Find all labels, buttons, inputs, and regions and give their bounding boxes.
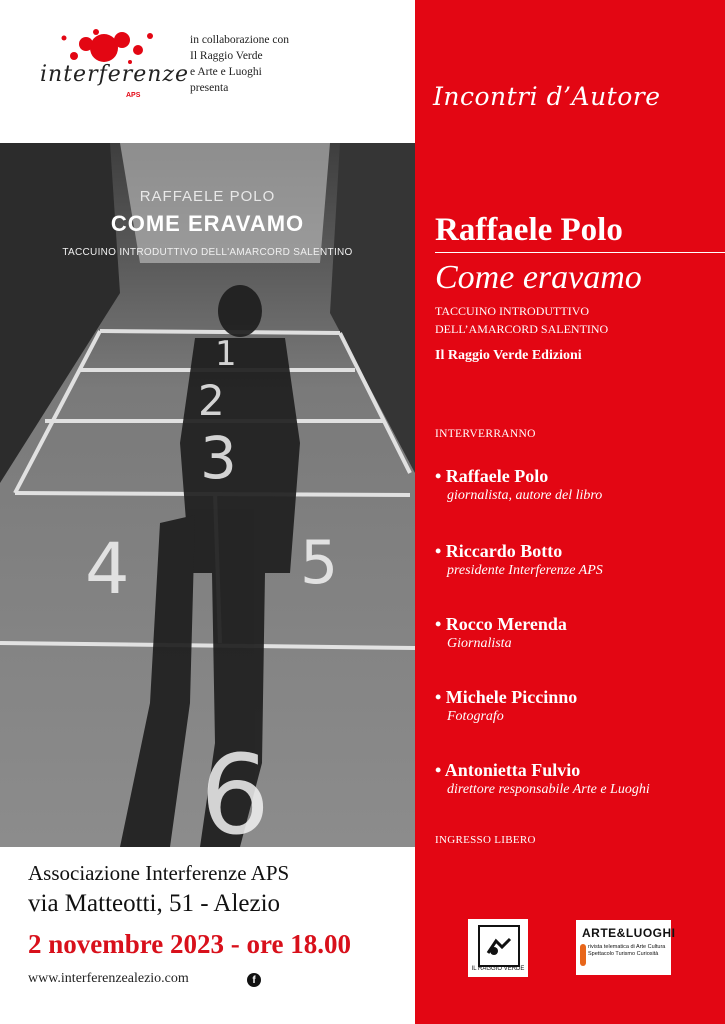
speaker-name: • Rocco Merenda xyxy=(435,614,567,634)
hopscotch-number-3: 3 xyxy=(200,424,237,492)
speaker-name: • Raffaele Polo xyxy=(435,466,549,486)
hopscotch-number-2: 2 xyxy=(198,376,225,425)
speaker-name: • Riccardo Botto xyxy=(435,541,563,561)
cover-title: COME ERAVAMO xyxy=(110,211,305,236)
speaker-item xyxy=(435,465,602,505)
subtitle-line: TACCUINO INTRODUTTIVO xyxy=(435,304,590,318)
arte-luoghi-wordmark: ARTE&LUOGHI xyxy=(582,926,676,940)
logo-aps: APS xyxy=(126,92,141,99)
arte-luoghi-logo xyxy=(576,920,676,975)
event-address: via Matteotti, 51 - Alezio xyxy=(28,890,281,917)
speaker-item xyxy=(435,759,650,799)
panel-author: Raffaele Polo xyxy=(435,212,623,248)
raggio-verde-logo xyxy=(468,919,528,977)
arte-luoghi-mark-icon xyxy=(580,944,586,966)
logo-wordmark: interferenze xyxy=(40,62,190,87)
speaker-role: giornalista, autore del libro xyxy=(447,488,603,503)
speaker-name: • Michele Piccinno xyxy=(435,687,578,707)
collab-line: presenta xyxy=(190,82,229,94)
divider xyxy=(435,252,725,253)
speaker-role: presidente Interferenze APS xyxy=(447,563,603,578)
hopscotch-number-6: 6 xyxy=(200,731,270,847)
collaboration-note xyxy=(190,32,289,96)
speaker-role: Fotografo xyxy=(447,709,504,724)
speakers-heading: INTERVERRANNO xyxy=(435,428,536,440)
event-datetime: 2 novembre 2023 - ore 18.00 xyxy=(28,929,351,959)
collab-line: e Arte e Luoghi xyxy=(190,66,262,78)
speaker-role: direttore responsabile Arte e Luoghi xyxy=(447,782,650,797)
cover-subtitle: TACCUINO INTRODUTTIVO DELL'AMARCORD SALENTINO xyxy=(62,247,353,258)
series-title: Incontri d’Autore xyxy=(433,82,661,111)
speaker-name: • Antonietta Fulvio xyxy=(435,760,581,780)
website-link[interactable]: www.interferenzealezio.com xyxy=(28,971,189,986)
association-name: Associazione Interferenze APS xyxy=(28,861,290,885)
collab-line: in collaborazione con xyxy=(190,34,289,46)
speaker-role: Giornalista xyxy=(447,636,512,651)
publisher: Il Raggio Verde Edizioni xyxy=(435,348,582,363)
right-panel xyxy=(415,0,725,1024)
panel-book-title: Come eravamo xyxy=(435,259,642,296)
hopscotch-number-1: 1 xyxy=(215,334,237,374)
raggio-verde-label: IL RAGGIO VERDE xyxy=(471,966,525,972)
speaker-item xyxy=(435,686,577,726)
hopscotch-number-4: 4 xyxy=(85,528,130,610)
hopscotch-number-5: 5 xyxy=(300,528,339,598)
panel-subtitle xyxy=(435,302,608,338)
collab-line: Il Raggio Verde xyxy=(190,50,263,62)
subtitle-line: DELL’AMARCORD SALENTINO xyxy=(435,322,609,336)
raggio-verde-emblem-icon xyxy=(478,925,520,967)
free-entry: INGRESSO LIBERO xyxy=(435,834,536,846)
arte-luoghi-tagline: rivista telematica di Arte Cultura Spettacolo Turismo Curiosità xyxy=(588,944,666,957)
speaker-item xyxy=(435,613,567,653)
cover-author: RAFFAELE POLO xyxy=(139,188,276,205)
interferenze-logo xyxy=(34,26,190,110)
speaker-item xyxy=(435,540,603,580)
facebook-icon[interactable]: f xyxy=(247,973,261,987)
